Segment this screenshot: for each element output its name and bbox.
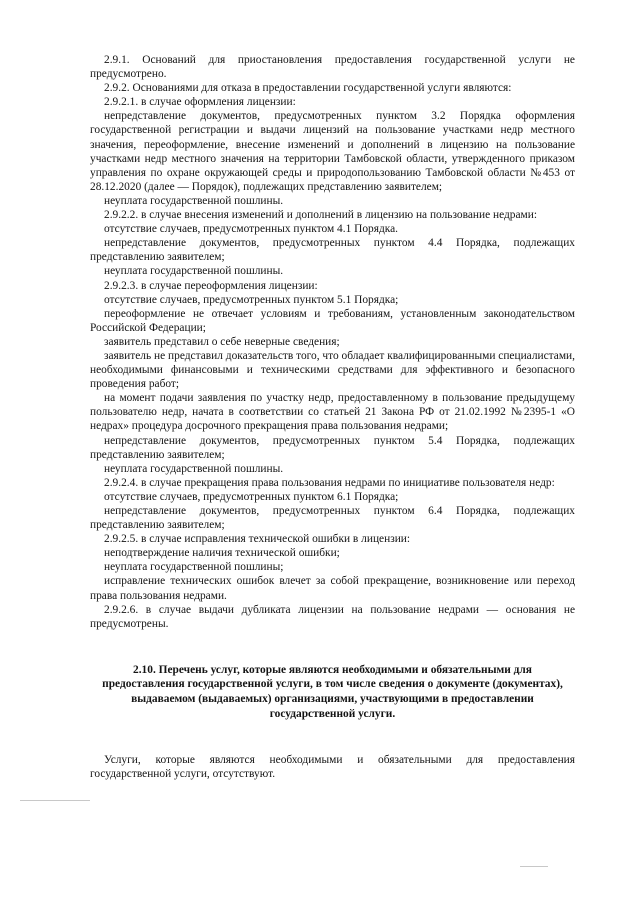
list-item: на момент подачи заявления по участку недр, предоставленному в пользование предыдущему пользователю недр, начата в соответствии со статьей 21 Закона РФ от 21.02.1992 №2395-1 «О недрах» процедура досрочного прекращения права пользования недрами; (90, 392, 575, 433)
list-item: непредставление документов, предусмотренных пунктом 3.2 Порядка оформления государственной регистрации и выдачи лицензий на пользование участками недр местного значения, переоформление, внесение изменений и дополнений в лицензию на пользование участками недр местного значения на территории Тамбовской области, утвержденного приказом управления по охране окружающей среды и природопользованию Тамбовской области №453 от 28.12.2020 (далее — Порядок), подлежащих представлению заявителем; (90, 110, 575, 193)
paragraph-2-9-1: 2.9.1. Оснований для приостановления предоставления государственной услуги не предусмотрено. (90, 54, 575, 81)
paragraph-2-9-2-4: 2.9.2.4. в случае прекращения права пользования недрами по инициативе пользователя недр: (104, 476, 555, 489)
list-item: неподтверждение наличия технической ошибки; (104, 547, 340, 560)
list-item: отсутствие случаев, предусмотренных пунктом 6.1 Порядка; (104, 490, 399, 503)
section-heading-2-10: 2.10. Перечень услуг, которые являются необходимыми и обязательными для предоставления государственной услуги, в том числе сведения о документе (документах), выдаваемом (выдаваемых) организациями, участвующими в предоставлении государственной услуги. (102, 663, 563, 720)
paragraph-2-9-2-6: 2.9.2.6. в случае выдачи дубликата лицензии на пользование недрами — основания не предусмотрены. (90, 603, 575, 630)
list-item: заявитель представил о себе неверные сведения; (104, 335, 340, 348)
list-item: неуплата государственной пошлины. (104, 462, 284, 475)
scan-artifact (520, 866, 548, 867)
list-item: неуплата государственной пошлины. (104, 265, 284, 278)
list-item: заявитель не представил доказательств того, что обладает квалифицированными специалистами, необходимыми финансовыми и техническими средствами для эффективного и безопасного проведения работ; (90, 349, 575, 391)
paragraph-2-9-2-5: 2.9.2.5. в случае исправления технической ошибки в лицензии: (104, 533, 411, 546)
list-item: отсутствие случаев, предусмотренных пунктом 5.1 Порядка; (104, 293, 399, 306)
paragraph-2-9-2-2: 2.9.2.2. в случае внесения изменений и дополнений в лицензию на пользование недрами: (104, 209, 537, 222)
list-item: непредставление документов, предусмотренных пунктом 4.4 Порядка, подлежащих представлению заявителем; (90, 237, 575, 264)
paragraph-2-9-2: 2.9.2. Основаниями для отказа в предоставлении государственной услуги являются: (104, 82, 512, 95)
list-item: непредставление документов, предусмотренных пунктом 6.4 Порядка, подлежащих представлению заявителем; (90, 505, 575, 532)
list-item: неуплата государственной пошлины. (104, 194, 284, 207)
list-item: неуплата государственной пошлины; (104, 561, 284, 574)
paragraph-services: Услуги, которые являются необходимыми и обязательными для предоставления государственной услуги, отсутствуют. (90, 754, 575, 781)
list-item: переоформление не отвечает условиям и требованиям, установленным законодательством Российской Федерации; (90, 307, 575, 334)
paragraph-2-9-2-1: 2.9.2.1. в случае оформления лицензии: (104, 96, 296, 109)
list-item: непредставление документов, предусмотренных пунктом 5.4 Порядка, подлежащих представлению заявителем; (90, 434, 575, 461)
list-item: исправление технических ошибок влечет за собой прекращение, возникновение или переход права пользования недрами. (90, 575, 575, 602)
list-item: отсутствие случаев, предусмотренных пунктом 4.1 Порядка. (104, 223, 399, 236)
paragraph-2-9-2-3: 2.9.2.3. в случае переоформления лицензии: (104, 279, 318, 292)
scan-artifact (20, 800, 90, 801)
document-body (90, 53, 575, 781)
